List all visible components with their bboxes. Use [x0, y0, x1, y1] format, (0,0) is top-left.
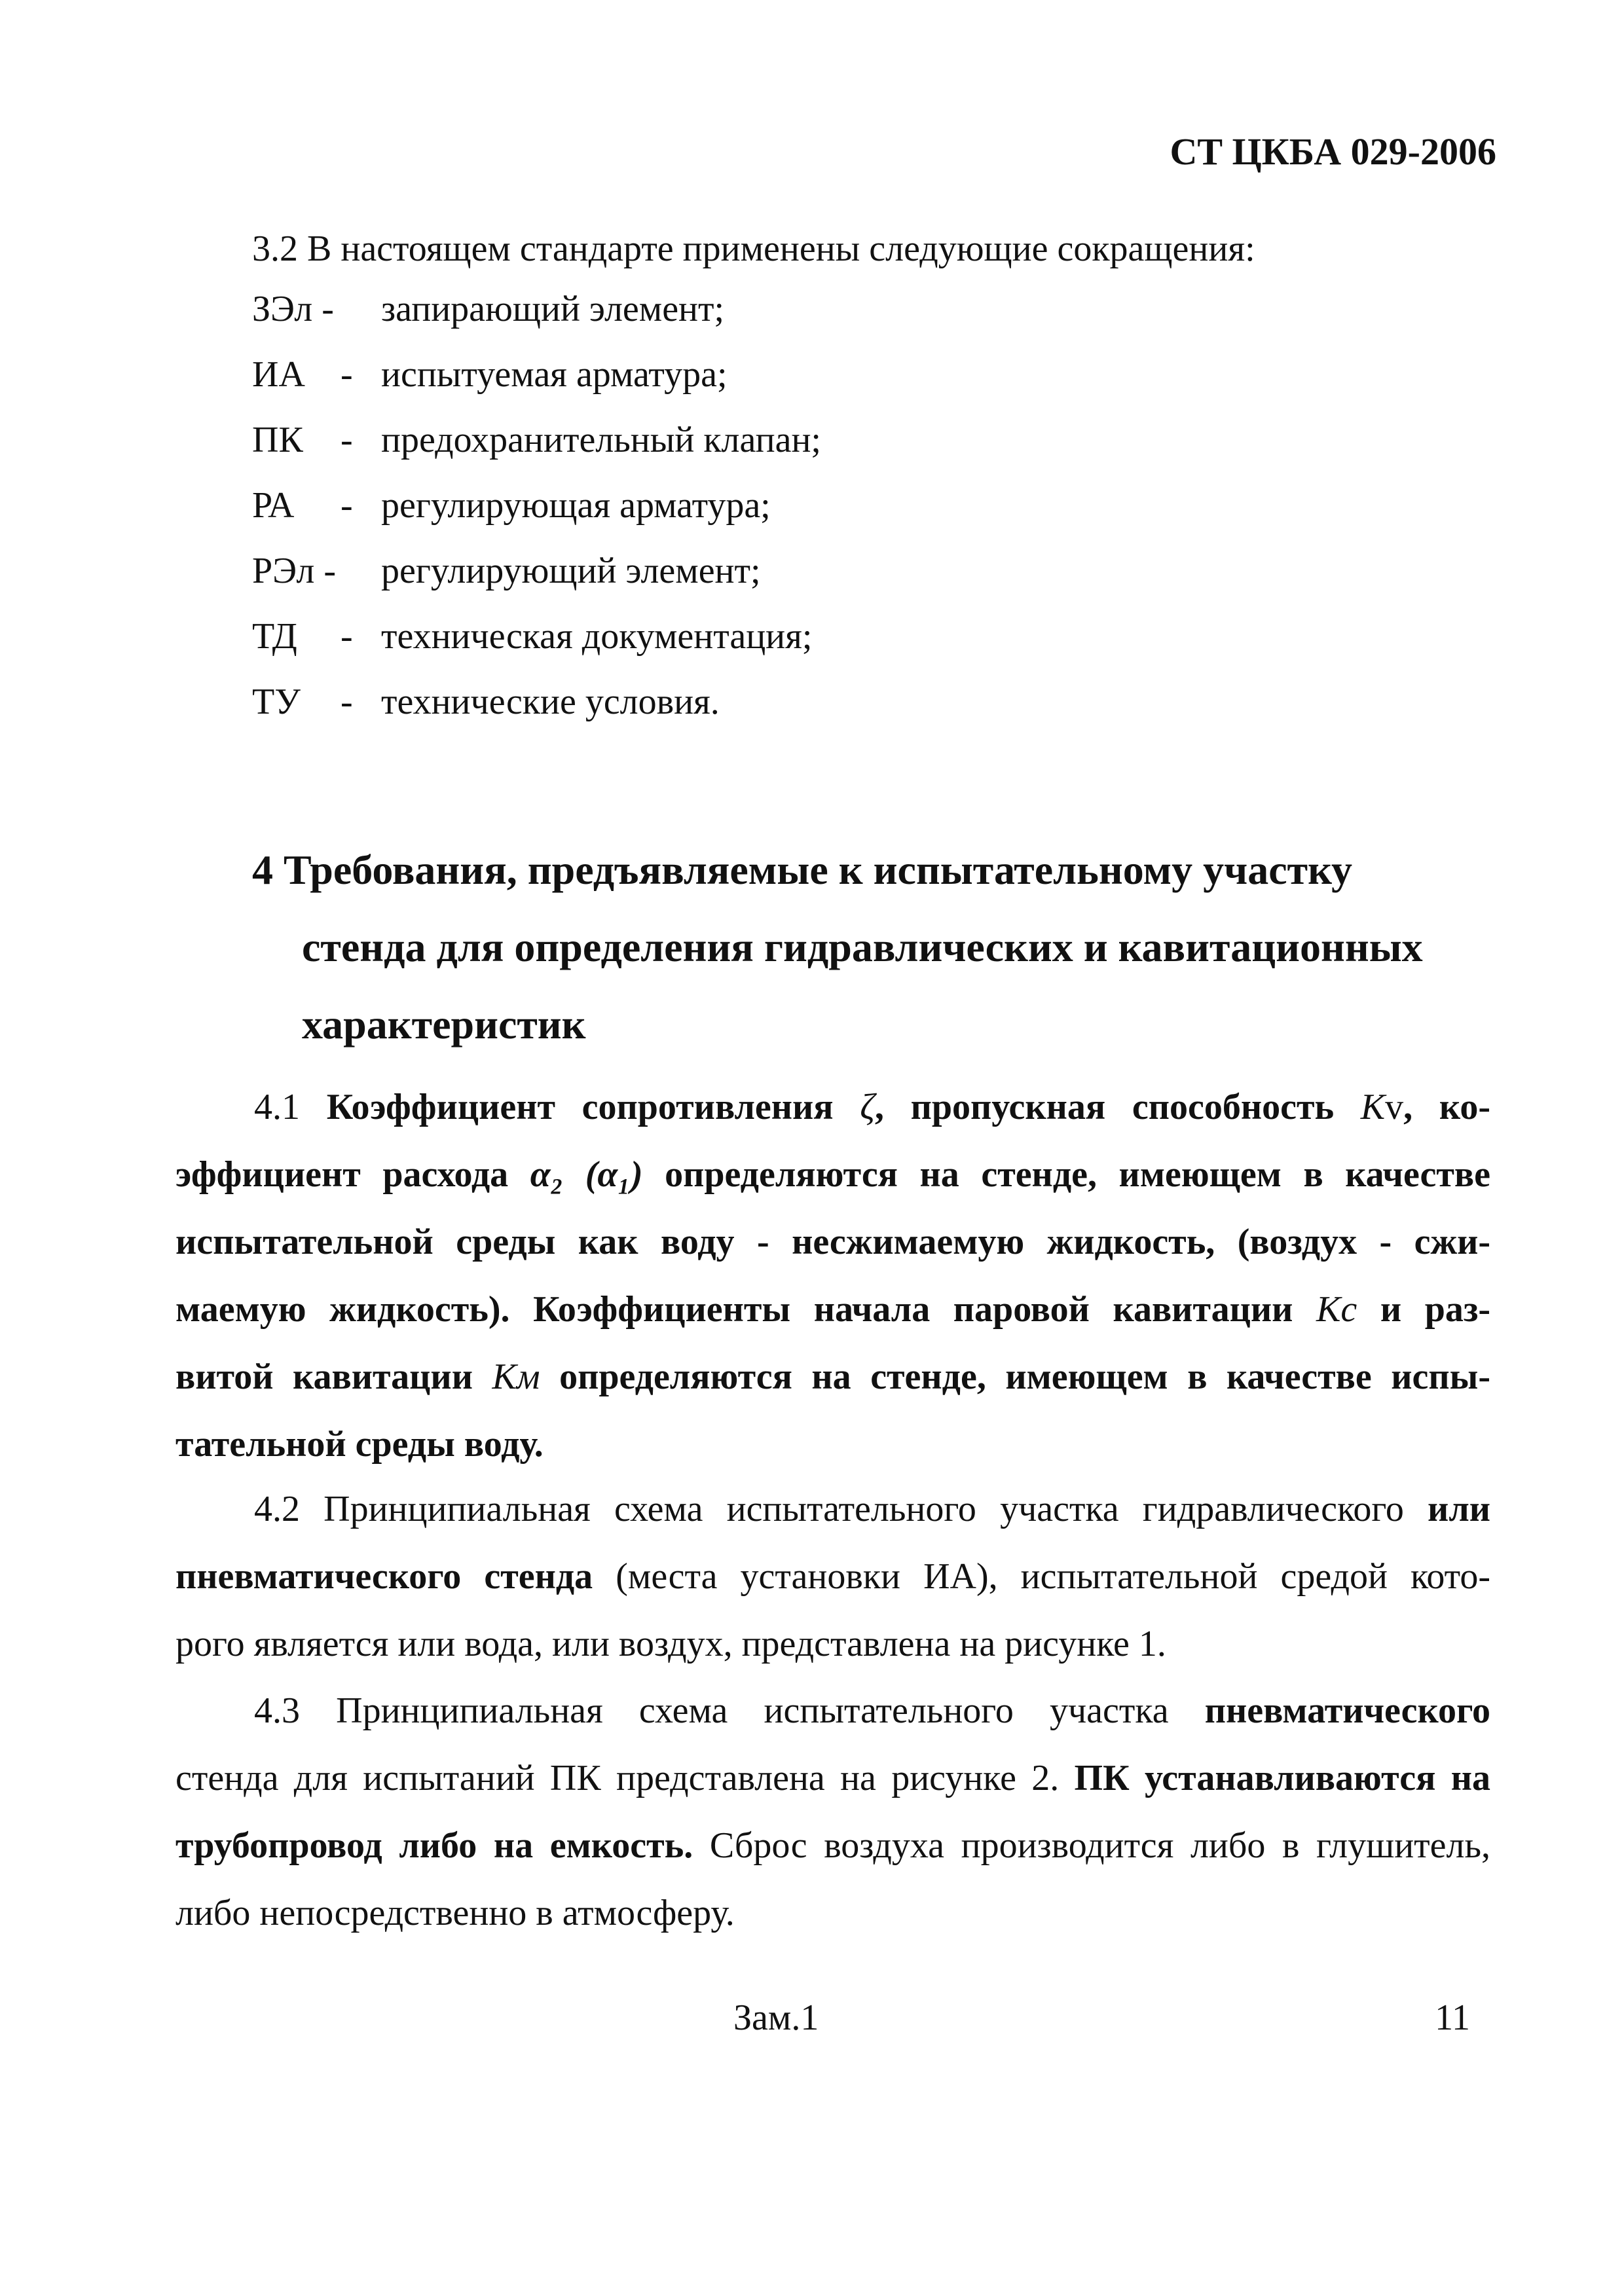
abbreviation-dash: - [341, 354, 353, 395]
abbreviations-list [252, 288, 821, 746]
paragraph-line [175, 1141, 1490, 1209]
zeta-symbol: ζ [860, 1087, 875, 1127]
bold-text: определяются на стенде, имеющем в качестве испы- [540, 1357, 1490, 1397]
abbreviation-text: техническая документация; [381, 616, 813, 657]
bold-text: маемую жидкость). Коэффициенты начала паровой кавитации [175, 1289, 1317, 1330]
paragraph-4-2 [175, 1476, 1490, 1678]
abbreviation-item [252, 484, 821, 550]
paragraph-4-1 [175, 1074, 1490, 1478]
abbreviation-item [252, 419, 821, 484]
paragraph-line [175, 1276, 1490, 1343]
paragraph-line: тательной среды воду. [175, 1424, 544, 1465]
alpha-symbol: α₂ (α₁) [530, 1154, 643, 1195]
abbreviation-code: ТД [252, 616, 297, 657]
paragraph-line [175, 1677, 1490, 1745]
section-4-heading-line: 4 Требования, предъявляемые к испытательному участку [252, 847, 1353, 893]
paragraph-line [175, 1543, 1490, 1611]
abbreviation-code: РА [252, 485, 295, 526]
bold-text: ПК устанавливаются на [1074, 1758, 1490, 1798]
paragraph-line: рого является или вода, или воздух, представлена на рисунке 1. [175, 1624, 1166, 1664]
paragraph-line [175, 1812, 1490, 1880]
paragraph-line [175, 1476, 1490, 1543]
section-4-heading-line: стенда для определения гидравлических и кавитационных [302, 924, 1423, 970]
abbreviation-code: ЗЭл - [252, 289, 334, 329]
abbreviation-text: предохранительный клапан; [381, 420, 821, 460]
bold-text: , пропускная способность [874, 1087, 1361, 1127]
abbreviation-code: ИА [252, 354, 305, 395]
abbreviation-item [252, 354, 821, 419]
abbreviation-item [252, 550, 821, 615]
abbreviation-item [252, 681, 821, 746]
bold-text: определяются на стенде, имеющем в качестве [642, 1154, 1490, 1195]
abbreviation-text: испытуемая арматура; [381, 354, 728, 395]
abbreviation-dash: - [341, 485, 353, 526]
kv-symbol-k: K [1360, 1087, 1386, 1127]
paragraph-4-3 [175, 1677, 1490, 1947]
plain-text: стенда для испытаний ПК представлена на рисунке 2. [175, 1758, 1075, 1798]
paragraph-line: либо непосредственно в атмосферу. [175, 1893, 735, 1933]
kv-symbol-v: v [1385, 1087, 1404, 1127]
paragraph-line [175, 1343, 1490, 1411]
document-code: СТ ЦКБА 029-2006 [1170, 130, 1496, 173]
revision-mark: Зам.1 [733, 1997, 819, 2038]
abbreviation-dash: - [341, 682, 353, 722]
bold-text: и раз- [1357, 1289, 1490, 1330]
section-4-heading-line: характеристик [302, 1001, 586, 1048]
abbreviation-text: запирающий элемент; [381, 289, 725, 329]
section-4-heading [252, 831, 1509, 1063]
bold-text: пневматического стенда [175, 1556, 593, 1597]
bold-text: трубопровод либо на емкость. [175, 1825, 693, 1866]
abbreviation-text: регулирующая арматура; [381, 485, 771, 526]
page-number: 11 [1435, 1997, 1470, 2038]
abbreviation-code: ПК [252, 420, 303, 460]
paragraph-line [175, 1074, 1490, 1141]
km-symbol: Kм [492, 1357, 540, 1397]
bold-text: или [1428, 1489, 1490, 1529]
paragraph-line [175, 1745, 1490, 1812]
plain-text: 4.3 Принципиальная схема испытательного участка [254, 1690, 1205, 1731]
bold-text: витой кавитации [175, 1357, 492, 1397]
abbreviation-text: регулирующий элемент; [381, 551, 761, 591]
bold-text: эффициент расхода [175, 1154, 530, 1195]
abbreviation-dash: - [341, 616, 353, 657]
clause-number: 4.1 [254, 1087, 327, 1127]
bold-text: Коэффициент сопротивления [326, 1087, 860, 1127]
plain-text: 4.2 Принципиальная схема испытательного участка гидравлического [254, 1489, 1428, 1529]
plain-text: Сброс воздуха производится либо в глушитель, [693, 1825, 1490, 1866]
abbreviation-code: ТУ [252, 682, 301, 722]
plain-text: (места установки ИА), испытательной средой кото- [593, 1556, 1491, 1597]
abbreviation-code: РЭл - [252, 551, 336, 591]
abbreviation-dash: - [341, 420, 353, 460]
bold-text: , ко- [1403, 1087, 1491, 1127]
abbreviation-item [252, 615, 821, 681]
abbreviation-item [252, 288, 821, 354]
bold-text: пневматического [1204, 1690, 1490, 1731]
paragraph-line: испытательной среды как воду - несжимаемую жидкость, (воздух - сжи- [175, 1222, 1490, 1262]
abbreviation-text: технические условия. [381, 682, 720, 722]
abbreviations-intro: 3.2 В настоящем стандарте применены следующие сокращения: [252, 228, 1255, 269]
kc-symbol: Kс [1316, 1289, 1357, 1330]
